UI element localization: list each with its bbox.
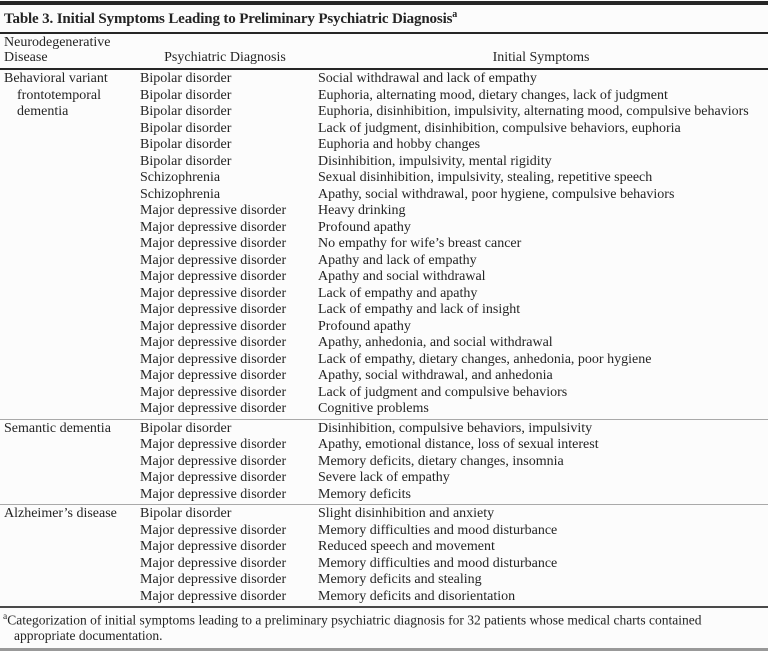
symptoms-cell: Memory difficulties and mood disturbance [318,555,558,571]
table-row [136,286,768,303]
diagnosis-cell: Major depressive disorder [140,318,287,334]
diagnosis-cell: Major depressive disorder [140,522,287,538]
symptoms-cell: Lack of judgment, disinhibition, compulsive behaviors, euphoria [318,120,681,136]
diagnosis-cell: Major depressive disorder [140,470,287,485]
symptoms-cell: Apathy and social withdrawal [318,269,486,284]
diagnosis-cell: Bipolar disorder [140,87,232,103]
table-row [136,589,768,606]
table-row [136,170,768,187]
table-row [136,121,768,138]
table-row [136,401,768,418]
symptoms-cell: Profound apathy [318,219,411,235]
table-row [136,454,768,471]
diagnosis-cell: Major depressive disorder [140,588,287,604]
symptoms-cell: Memory deficits [318,486,411,502]
table-row [136,253,768,270]
table-title-superscript: a [452,9,458,20]
table-row [136,487,768,504]
symptoms-cell: Memory deficits and disorientation [318,588,516,604]
disease-cell [0,71,136,418]
footnote-text: Categorization of initial symptoms leading to a preliminary psychiatric diagnosis for 32 patients whose medical charts contained appropriate documentation. [7,612,702,643]
diagnosis-cell: Major depressive disorder [140,572,287,587]
symptoms-cell: Disinhibition, impulsivity, mental rigidity [318,153,552,169]
table-row [136,203,768,220]
symptoms-cell: Heavy drinking [318,203,406,218]
diagnosis-cell: Bipolar disorder [140,120,232,136]
diagnosis-cell: Major depressive disorder [140,335,287,350]
symptoms-cell: Lack of empathy and lack of insight [318,302,521,317]
symptoms-cell: Disinhibition, compulsive behaviors, impulsivity [318,420,593,436]
diagnosis-cell: Schizophrenia [140,186,221,202]
symptoms-cell: Euphoria, disinhibition, impulsivity, alternating mood, compulsive behaviors [318,104,749,119]
symptoms-cell: No empathy for wife’s breast cancer [318,236,522,251]
table-title-text: Table 3. Initial Symptoms Leading to Preliminary Psychiatric Diagnosis [4,11,453,27]
symptoms-cell: Apathy and lack of empathy [318,252,477,268]
header-symptoms-column: Initial Symptoms [492,49,590,65]
table-row [136,319,768,336]
diagnosis-cell: Major depressive disorder [140,437,287,452]
table-row [136,154,768,171]
symptoms-cell: Sexual disinhibition, impulsivity, stealing, repetitive speech [318,170,653,185]
symptoms-cell: Apathy, anhedonia, and social withdrawal [318,335,553,350]
table-row [136,104,768,121]
table-row [136,506,768,523]
symptoms-cell: Memory deficits and stealing [318,572,482,587]
diagnosis-cell: Major depressive disorder [140,453,287,469]
disease-cell [0,421,136,504]
table-row [136,137,768,154]
diagnosis-cell: Major depressive disorder [140,203,287,218]
symptoms-cell: Profound apathy [318,318,411,334]
table-header [0,34,768,68]
table-row [136,572,768,589]
table-row [136,523,768,540]
symptoms-cell: Memory difficulties and mood disturbance [318,522,558,538]
table-row [136,302,768,319]
table-section [0,70,768,419]
symptoms-cell: Slight disinhibition and anxiety [318,506,495,521]
diagnosis-cell: Major depressive disorder [140,539,287,554]
symptoms-cell: Apathy, social withdrawal, and anhedonia [318,368,553,383]
table-row [136,269,768,286]
footnote-marker: a [3,612,8,622]
diagnosis-cell: Major depressive disorder [140,351,287,367]
table-body [0,70,768,606]
table-row [136,470,768,487]
diagnosis-cell: Bipolar disorder [140,153,232,169]
table-row [136,385,768,402]
symptoms-cell: Apathy, social withdrawal, poor hygiene, compulsive behaviors [318,186,675,202]
symptoms-cell: Severe lack of empathy [318,470,450,485]
diagnosis-cell: Bipolar disorder [140,420,232,436]
diagnosis-cell: Major depressive disorder [140,285,287,301]
table-section [0,505,768,606]
symptoms-cell: Social withdrawal and lack of empathy [318,71,537,86]
table-row [136,556,768,573]
section-rows [136,71,768,418]
table-row [136,187,768,204]
table-row [136,335,768,352]
diagnosis-cell: Schizophrenia [140,170,221,185]
table-row [136,368,768,385]
table-section [0,420,768,505]
bottom-rule [0,648,768,651]
diagnosis-cell: Major depressive disorder [140,252,287,268]
symptoms-cell: Euphoria, alternating mood, dietary changes, lack of judgment [318,87,668,103]
symptoms-cell: Lack of judgment and compulsive behaviors [318,384,568,400]
disease-line: frontotemporal [17,87,101,103]
disease-line: Alzheimer’s disease [4,506,117,521]
diagnosis-cell: Major depressive disorder [140,219,287,235]
table-row [136,236,768,253]
table-footnote [0,608,768,647]
table-row [136,88,768,105]
table-title [0,5,768,32]
diagnosis-cell: Major depressive disorder [140,269,287,284]
header-disease-column [0,36,136,65]
section-rows [136,506,768,605]
diagnosis-cell: Major depressive disorder [140,486,287,502]
header-diagnosis-column: Psychiatric Diagnosis [164,49,286,65]
diagnosis-cell: Bipolar disorder [140,104,232,119]
disease-cell [0,506,136,605]
diagnosis-cell: Major depressive disorder [140,302,287,317]
header-disease-line2: Disease [4,49,48,65]
symptoms-cell: Reduced speech and movement [318,539,495,554]
disease-line: dementia [17,104,69,119]
table-row [136,352,768,369]
table-row [136,539,768,556]
disease-line: Semantic dementia [4,420,111,436]
table-row [136,71,768,88]
disease-line: Behavioral variant [4,71,108,86]
symptoms-cell: Apathy, emotional distance, loss of sexual interest [318,437,599,452]
section-rows [136,421,768,504]
symptoms-cell: Lack of empathy, dietary changes, anhedonia, poor hygiene [318,351,652,367]
diagnosis-cell: Bipolar disorder [140,71,232,86]
header-disease-line1: Neurodegenerative [4,35,111,50]
table-row [136,421,768,438]
symptoms-cell: Euphoria and hobby changes [318,137,481,152]
diagnosis-cell: Major depressive disorder [140,368,287,383]
diagnosis-cell: Major depressive disorder [140,384,287,400]
table-row [136,220,768,237]
diagnosis-cell: Bipolar disorder [140,137,232,152]
diagnosis-cell: Bipolar disorder [140,506,232,521]
diagnosis-cell: Major depressive disorder [140,555,287,571]
diagnosis-cell: Major depressive disorder [140,236,287,251]
diagnosis-cell: Major depressive disorder [140,401,287,416]
symptoms-cell: Lack of empathy and apathy [318,285,478,301]
symptoms-cell: Memory deficits, dietary changes, insomnia [318,453,564,469]
table-row [136,437,768,454]
symptoms-cell: Cognitive problems [318,401,429,416]
